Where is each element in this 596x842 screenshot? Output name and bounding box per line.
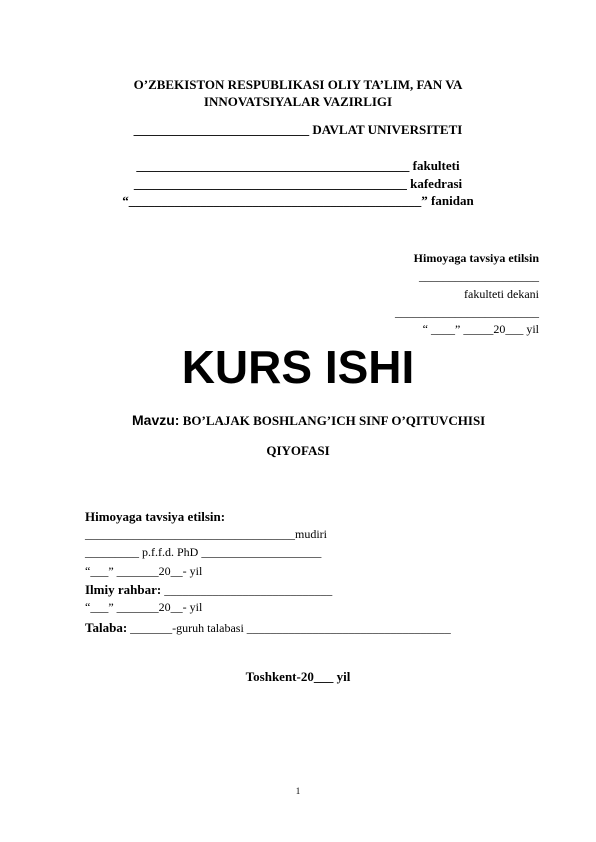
topic-label: Mavzu: [132, 412, 180, 428]
topic-line-1 [132, 413, 485, 427]
page-number: 1 [295, 786, 301, 796]
approval-right-title: Himoyaga tavsiya etilsin [413, 251, 539, 265]
ministry-line-1: O’ZBEKISTON RESPUBLIKASI OLIY TA’LIM, FAN VA [133, 77, 463, 92]
topic-line-2: QIYOFASI [266, 443, 330, 458]
supervisor-date: “___” _______20__- yil [85, 600, 203, 614]
approval-right-date: “ ____” _____20___ yil [422, 322, 539, 336]
department-head-line: ___________________________________mudiri [85, 527, 327, 541]
approval-right-name-line: ________________________ [395, 305, 539, 319]
university-line: ___________________________ DAVLAT UNIVERSITETI [133, 122, 463, 137]
topic-text-1: BO’LAJAK BOSHLANG’ICH SINF O’QITUVCHISI [182, 413, 486, 428]
degree-line: _________ p.f.f.d. PhD ____________________ [85, 545, 322, 559]
student-line [85, 621, 451, 634]
student-label: Talaba: [85, 620, 128, 635]
supervisor-label: Ilmiy rahbar: [85, 582, 162, 597]
ministry-line-2: INNOVATSIYALAR VAZIRLIGI [203, 94, 393, 109]
supervisor-line [85, 583, 332, 596]
supervisor-blank: ____________________________ [161, 583, 333, 597]
approval-left-title: Himoyaga tavsiya etilsin: [85, 509, 226, 524]
faculty-line: __________________________________________ fakulteti [136, 158, 460, 173]
student-blank: _______-guruh talabasi __________________________________ [127, 621, 451, 635]
approval-right-signature-line: ____________________ [419, 269, 539, 283]
dean-label: fakulteti dekani [464, 287, 539, 301]
subject-line: “_____________________________________________” fanidan [122, 193, 474, 208]
document-title: KURS ISHI [181, 341, 415, 393]
city-year: Toshkent-20___ yil [245, 669, 351, 684]
approval-left-date: “___” _______20__- yil [85, 564, 203, 578]
department-line: __________________________________________ kafedrasi [133, 176, 463, 191]
